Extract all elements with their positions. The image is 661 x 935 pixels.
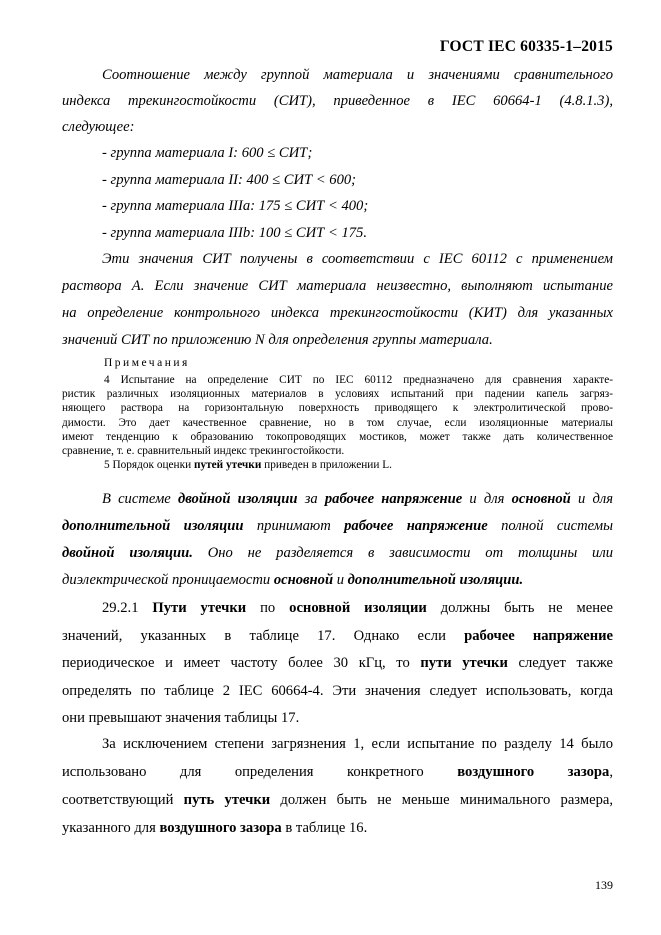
text-line: на определение контрольного индекса трекингостойкости (КИТ) для указанных [62, 305, 613, 321]
text-line: индекса трекингостойкости (СИТ), приведенное в IEC 60664-1 (4.8.1.3), [62, 93, 613, 109]
term-supplementary-insulation: дополнительной изоляции [62, 518, 244, 534]
text-run: и [333, 572, 348, 588]
paragraph-29-2-1 [62, 595, 613, 733]
text-line [62, 595, 613, 623]
note-line: имеют тенденцию к образованию токопроводящих мостиков, может также дать количественное [62, 430, 613, 443]
paragraph-double-insulation [62, 486, 613, 594]
text-line: раствора A. Если значение СИТ материала неизвестно, выполняют испытание [62, 278, 613, 294]
notes-heading: Примечания [104, 357, 190, 369]
note-text: 5 Порядок оценки [104, 459, 194, 471]
paragraph-material-groups-intro [62, 62, 613, 140]
list-item: - группа материала II: 400 ≤ СИТ < 600; [102, 171, 357, 188]
text-run: принимают [243, 518, 345, 534]
document-header: ГОСТ IEC 60335-1–2015 [439, 38, 613, 55]
text-run: , [609, 764, 613, 780]
clause-number: 29.2.1 [102, 600, 153, 616]
paragraph-cti-values [62, 246, 613, 354]
term-creepage-distance: путь утечки [183, 792, 271, 808]
text-run: В системе [102, 491, 178, 507]
note-line: димости. Это дает качественное сравнение, но в том случае, если изоляционные материалы [62, 416, 613, 429]
term-basic: основной [511, 491, 571, 507]
text-line [62, 814, 613, 842]
text-line [62, 786, 613, 814]
text-line [62, 678, 613, 706]
text-run: диэлектрической проницаемости [62, 572, 274, 588]
note-line: ристик различных изоляционных материалов в условиях испытаний при падении капель загряз- [62, 388, 613, 401]
note-line: 4 Испытание на определение СИТ по IEC 60112 предназначено для сравнения характе- [104, 374, 613, 386]
text-run: указанного для [62, 820, 160, 836]
term-creepage-distances: пути утечки [420, 655, 508, 671]
text-run: они превышают значения таблицы 17. [62, 710, 300, 726]
text-line [62, 486, 613, 513]
list-item: - группа материала IIIb: 100 ≤ СИТ < 175. [102, 224, 367, 241]
text-run: должны быть не менее [426, 600, 613, 616]
term-double-insulation: двойной изоляции [177, 491, 298, 507]
text-run: за [297, 491, 325, 507]
term-working-voltage: рабочее напряжение [464, 627, 613, 644]
text-run: и для [462, 491, 512, 507]
list-item: - группа материала I: 600 ≤ СИТ; [102, 145, 313, 161]
list-item: - группа материала IIIa: 175 ≤ СИТ < 400; [102, 198, 369, 214]
text-run: полной системы [487, 518, 613, 534]
page-number: 139 [595, 878, 613, 892]
term-basic-insulation: основной изоляции [289, 600, 427, 616]
text-line [62, 567, 613, 594]
text-run: определять по таблице 2 IEC 60664-4. Эти значения следует использовать, когда [62, 682, 613, 699]
term-creepage-distance: путей утечки [193, 459, 262, 471]
note-line: няющего раствора на горизонтальную поверхность приводящего к электролитической прово- [62, 402, 613, 415]
text-run: За исключением степени загрязнения 1, если испытание по разделу 14 было [102, 736, 613, 752]
note-line: сравнение, т. е. сравнительный индекс трекингостойкости. [62, 445, 345, 458]
text-run: следует также [507, 655, 613, 671]
text-run: Оно не разделяется в зависимости от толщины или [192, 545, 613, 561]
text-line: Соотношение между группой материала и значениями сравнительного [102, 67, 613, 83]
text-run: должен быть не меньше минимального размера, [270, 792, 613, 808]
text-run: использовано для определения конкретного [62, 764, 458, 780]
text-line: следующее: [62, 119, 135, 135]
text-line [62, 650, 613, 678]
text-run: и для [570, 491, 613, 507]
term-clearance: воздушного зазора [159, 820, 282, 836]
term-creepage-distances: Пути утечки [152, 600, 247, 616]
term-double-insulation: двойной изоляции. [62, 545, 193, 561]
text-run: периодическое и имеет частоту более 30 кГц, то [62, 655, 421, 671]
term-clearance: воздушного зазора [457, 764, 610, 780]
term-working-voltage: рабочее напряжение [324, 491, 463, 507]
text-line [62, 540, 613, 567]
text-line: Эти значения СИТ получены в соответствии с IEC 60112 с применением [102, 251, 613, 267]
text-line [62, 730, 613, 758]
text-line [62, 623, 613, 651]
text-line [62, 758, 613, 786]
term-supplementary-insulation: дополнительной изоляции. [347, 572, 524, 588]
paragraph-pollution-degree [62, 730, 613, 842]
term-basic: основной [273, 572, 334, 588]
term-working-voltage: рабочее напряжение [344, 518, 488, 534]
note-text: приведен в приложении L. [261, 459, 392, 471]
text-line [62, 513, 613, 540]
note-5 [104, 458, 613, 472]
text-run: значений, указанных в таблице 17. Однако если [62, 627, 465, 644]
text-line: значений СИТ по приложению N для определения группы материала. [62, 332, 493, 348]
text-run: соответствующий [62, 792, 184, 808]
note-4 [62, 373, 613, 458]
text-line [62, 705, 613, 733]
text-run: в таблице 16. [281, 820, 368, 836]
text-run: по [246, 600, 290, 616]
material-group-list [102, 140, 602, 246]
